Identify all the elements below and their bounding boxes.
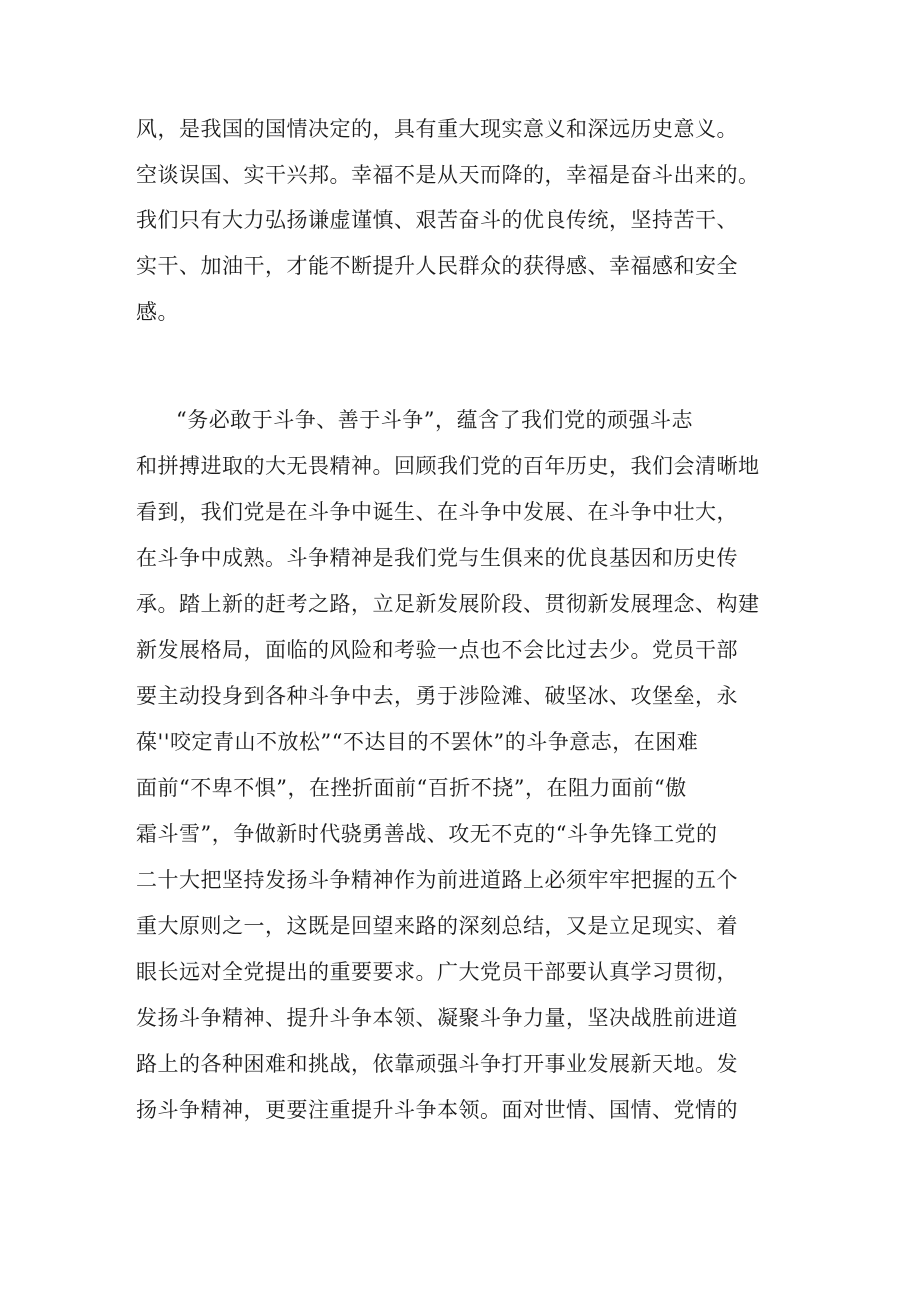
paragraph-line: 眼长远对全党提出的重要要求。广大党员干部要认真学习贯彻， — [136, 960, 738, 984]
paragraph-line: 二十大把坚持发扬斗争精神作为前进道路上必须牢牢把握的五个 — [136, 868, 738, 892]
paragraph-line: 实干、加油干，才能不断提升人民群众的获得感、幸福感和安全 — [136, 254, 738, 278]
paragraph-line: 风，是我国的国情决定的，具有重大现实意义和深远历史意义。 — [136, 117, 738, 141]
paragraph-line: 空谈误国、实干兴邦。幸福不是从天而降的，幸福是奋斗出来的。 — [136, 163, 760, 187]
paragraph-line: 路上的各种困难和挑战，依靠顽强斗争打开事业发展新天地。发 — [136, 1052, 738, 1076]
paragraph-line: 我们只有大力弘扬谦虚谨慎、艰苦奋斗的优良传统，坚持苦干、 — [136, 208, 738, 232]
paragraph-line: 承。踏上新的赶考之路，立足新发展阶段、贯彻新发展理念、构建 — [136, 592, 760, 616]
paragraph-line: 在斗争中成熟。斗争精神是我们党与生俱来的优良基因和历史传 — [136, 546, 738, 570]
paragraph-line: 发扬斗争精神、提升斗争本领、凝聚斗争力量，坚决战胜前进道 — [136, 1006, 738, 1030]
paragraph-line: 霜斗雪”，争做新时代骁勇善战、攻无不克的“斗争先锋工党的 — [136, 822, 718, 846]
paragraph-line: 新发展格局，面临的风险和考验一点也不会比过去少。党员干部 — [136, 638, 738, 662]
paragraph-line: 重大原则之一，这既是回望来路的深刻总结，又是立足现实、着 — [136, 914, 738, 938]
paragraph-line: 扬斗争精神，更要注重提升斗争本领。面对世情、国情、党情的 — [136, 1098, 738, 1122]
paragraph-line: 要主动投身到各种斗争中去，勇于涉险滩、破坚冰、攻堡垒，永 — [136, 684, 738, 708]
paragraph-line: “务必敢于斗争、善于斗争”，蕴含了我们党的顽强斗志 — [176, 408, 693, 432]
paragraph-line: 面前“不卑不惧”，在挫折面前“百折不挠”，在阻力面前“傲 — [136, 776, 687, 800]
paragraph-line: 感。 — [136, 300, 179, 324]
paragraph-line: 葆''咬定青山不放松”“不达目的不罢休”的斗争意志，在困难 — [136, 730, 699, 754]
paragraph-line: 和拼搏进取的大无畏精神。回顾我们党的百年历史，我们会清晰地 — [136, 454, 760, 478]
paragraph-line: 看到，我们党是在斗争中诞生、在斗争中发展、在斗争中壮大， — [136, 500, 738, 524]
